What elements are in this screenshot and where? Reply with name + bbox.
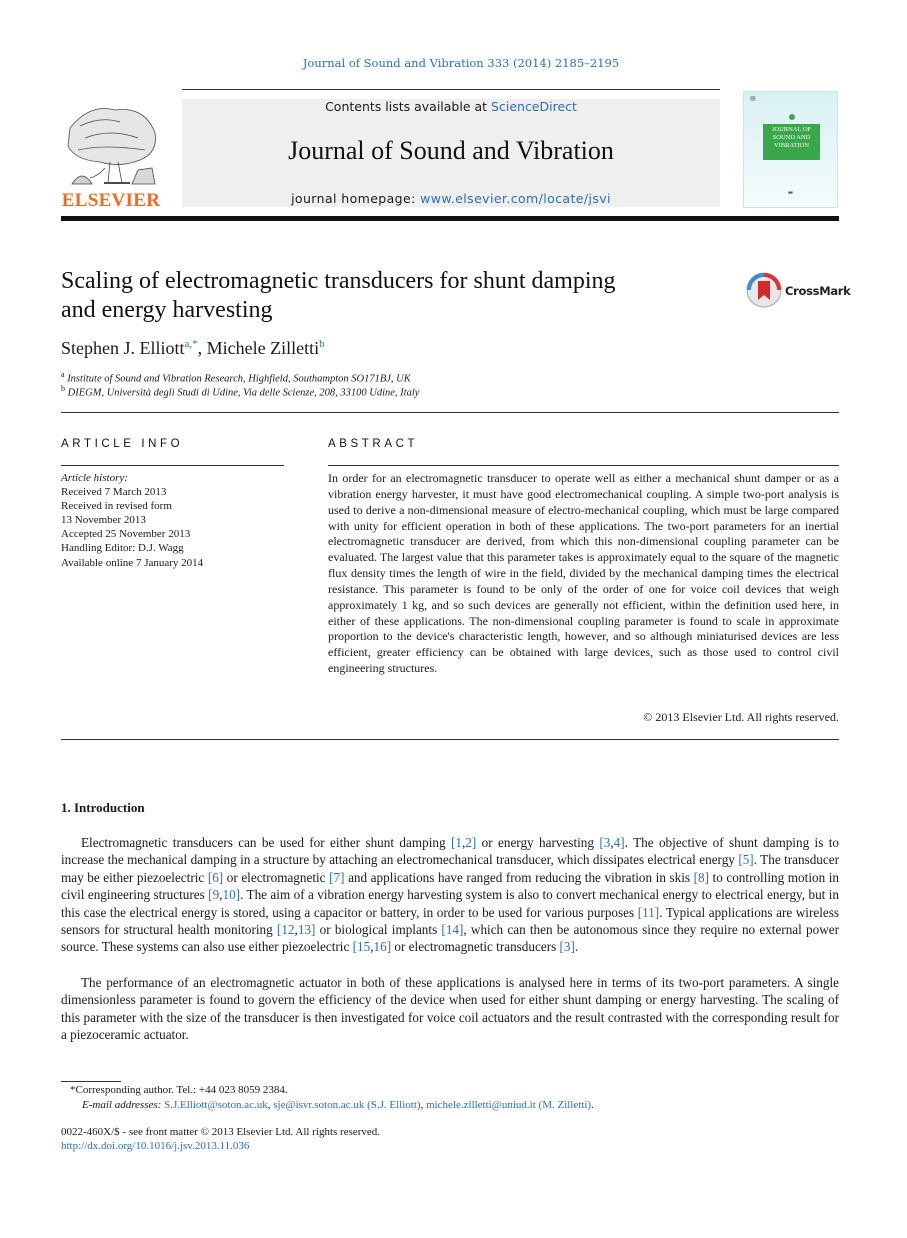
corresponding-text: Corresponding author. Tel.: +44 023 8059 2384. xyxy=(75,1084,288,1096)
article-title xyxy=(61,267,721,325)
homepage-prefix: journal homepage: xyxy=(291,191,421,206)
homepage-line xyxy=(182,191,720,206)
citation-ref[interactable]: [6] xyxy=(207,869,224,885)
contents-prefix: Contents lists available at xyxy=(325,99,492,114)
corresponding-mark: * xyxy=(70,1084,76,1096)
title-line-1: Scaling of electromagnetic transducers for shunt damping xyxy=(61,268,616,294)
sciencedirect-link[interactable]: ScienceDirect xyxy=(491,99,577,114)
paragraph-text: , which can then be autonomous since they require no external power source. These systems can also use either piezoelectric xyxy=(61,922,839,955)
citation-ref[interactable]: [3] xyxy=(559,939,575,955)
cover-corner-mark: ▦ xyxy=(750,95,756,102)
history-accepted: Accepted 25 November 2013 xyxy=(61,528,191,541)
citation-ref[interactable]: [9 xyxy=(208,887,220,903)
corresponding-author-note xyxy=(70,1084,288,1096)
history-label: Article history: xyxy=(61,472,128,484)
abstract-copyright: © 2013 Elsevier Ltd. All rights reserved. xyxy=(643,710,839,724)
masthead-top-rule xyxy=(182,89,720,90)
homepage-link[interactable]: www.elsevier.com/locate/jsvi xyxy=(420,191,611,206)
citation-ref[interactable]: [12 xyxy=(276,922,295,938)
citation-ref[interactable]: 4] xyxy=(613,835,625,850)
introduction-heading: 1. Introduction xyxy=(61,800,145,815)
abstract-bottom-rule xyxy=(61,739,839,740)
paragraph-text: , xyxy=(294,922,298,938)
email-sep-2: , xyxy=(420,1099,427,1111)
paragraph-text: . xyxy=(574,939,579,955)
history-online: Available online 7 January 2014 xyxy=(61,556,204,569)
paragraph-text: . The transducer may be either piezoelectric xyxy=(61,852,840,885)
paragraph-text: Electromagnetic transducers can be used for either shunt damping xyxy=(81,835,451,850)
cover-publisher-mark: ▬ xyxy=(787,190,794,196)
paragraph-text: . The objective of shunt damping is to increase the mechanical damping in a structure by attaching an electromechanical transducer, which dissipates electrical energy xyxy=(61,835,839,868)
email-link-2[interactable]: sje@isvr.soton.ac.uk (S.J. Elliott) xyxy=(273,1099,421,1111)
crossmark-icon[interactable] xyxy=(746,272,782,308)
paragraph-text: , xyxy=(610,835,614,850)
footnote-rule xyxy=(61,1081,121,1082)
paragraph-text: to controlling motion in civil engineering structures xyxy=(61,869,839,903)
journal-name: Journal of Sound and Vibration xyxy=(288,136,614,165)
history-received: Received 7 March 2013 xyxy=(61,486,167,499)
history-revised-date: 13 November 2013 xyxy=(61,514,146,527)
email-link-3[interactable]: michele.zilletti@uniud.it (M. Zilletti) xyxy=(426,1099,592,1111)
crossmark-label[interactable]: CrossMark xyxy=(785,284,851,298)
citation-ref[interactable]: [3 xyxy=(599,835,611,850)
paragraph-text: and applications have ranged from reducing the vibration in skis xyxy=(344,869,694,885)
email-end: . xyxy=(591,1099,594,1111)
introduction-paragraph-2: The performance of an electromagnetic actuator in both of these applications is analysed here in terms of its two-port parameters. A single dimensionless parameter is found to govern the efficiency of the device when used for either shunt damping or energy harvesting. The scaling of this parameter with the size of the transducer is then investigated for voice coil actuators and the result contrasted with the corresponding result for a piezoceramic actuator. xyxy=(61,975,839,1043)
affiliation-b xyxy=(61,384,419,399)
article-info-heading: ARTICLE INFO xyxy=(61,438,184,450)
paragraph-text: . The aim of a vibration energy harvesting system is also to convert mechanical energy to electrical energy, but in this case the electrical energy is stored, using a capacitor or battery, in order to be used for various purposes xyxy=(61,887,839,920)
abstract-heading: ABSTRACT xyxy=(328,438,419,450)
author-elliott-affil[interactable]: a,* xyxy=(184,338,198,350)
email-sep-1: , xyxy=(267,1099,274,1111)
author-list xyxy=(61,338,325,359)
paragraph-text: or biological implants xyxy=(315,922,442,938)
author-zilletti: Michele Zilletti xyxy=(206,338,320,358)
citation-ref[interactable]: [1 xyxy=(450,835,462,850)
citation-ref[interactable]: 2] xyxy=(465,835,477,850)
paragraph-text: or electromagnetic xyxy=(223,869,330,885)
contents-line xyxy=(182,99,720,114)
affiliation-b-text: DIEGM, Università degli Studi di Udine, Via delle Scienze, 208, 33100 Udine, Italy xyxy=(67,387,420,399)
abstract-text: In order for an electromagnetic transducer to operate well as either a mechanical shunt damper or as a vibration energy harvester, it must have good electromechanical coupling. A simple two-port analysis is used to derive a non-dimensional measure of electro-mechanical coupling, which must be large compared with unity for efficient operation in both of these applications. The two-port parameters for an inertial electromagnetic transducer are derived, from which this non-dimensional coupling parameter can be evaluated. The largest value that this parameter takes is approximately equal to the square of the magnetic flux density times the length of wire in the field, divided by the mechanical damping times the electrical resistance. This parameter is found to be only of the order of one for voice coil devices that weigh approximately 1 kg, and so such devices are generally not efficient, within the definition used here, in either of these applications. The non-dimensional coupling parameter is found to scale in approximate proportion to the device's characteristic length, however, and so although miniaturised devices are less efficient, greater efficiency can be obtained with large devices, such as those used to control civil engineering structures. xyxy=(328,471,839,676)
affiliation-a xyxy=(61,370,411,385)
doi-link[interactable]: http://dx.doi.org/10.1016/j.jsv.2013.11.036 xyxy=(61,1140,250,1152)
paragraph-text: , xyxy=(219,887,223,903)
citation-ref[interactable]: [7] xyxy=(329,869,345,885)
author-separator: , xyxy=(197,338,207,358)
title-line-2: and energy harvesting xyxy=(61,297,273,323)
header-thick-rule xyxy=(61,216,839,221)
issn-line: 0022-460X/$ - see front matter © 2013 Elsevier Ltd. All rights reserved. xyxy=(61,1126,381,1138)
introduction-paragraph-1 xyxy=(61,834,839,956)
history-revised: Received in revised form xyxy=(61,500,172,513)
affiliation-a-text: Institute of Sound and Vibration Research, Highfield, Southampton SO171BJ, UK xyxy=(67,373,411,385)
article-history xyxy=(61,471,301,570)
abstract-rule xyxy=(328,465,839,466)
citation-ref[interactable]: [8] xyxy=(693,869,709,885)
elsevier-wordmark[interactable]: ELSEVIER xyxy=(61,190,161,211)
paragraph-text: or electromagnetic transducers xyxy=(391,939,560,955)
paragraph-text: , xyxy=(370,939,374,955)
citation-ref[interactable]: [11] xyxy=(637,904,660,920)
email-label: E-mail addresses: xyxy=(82,1099,165,1111)
title-bottom-rule xyxy=(61,412,839,413)
affiliation-a-mark: a xyxy=(61,370,65,379)
journal-citation[interactable]: Journal of Sound and Vibration 333 (2014) 2185–2195 xyxy=(302,56,620,70)
citation-ref[interactable]: 16] xyxy=(373,939,392,955)
email-link-1[interactable]: S.J.Elliott@soton.ac.uk xyxy=(164,1099,268,1111)
paragraph-text: or energy harvesting xyxy=(476,835,600,850)
citation-ref[interactable]: [5] xyxy=(738,852,754,868)
email-addresses xyxy=(82,1099,594,1111)
citation-ref[interactable]: 10] xyxy=(222,887,241,903)
citation-ref[interactable]: [15 xyxy=(352,939,371,955)
paragraph-text: , xyxy=(461,835,466,850)
affiliation-b-mark: b xyxy=(61,384,65,393)
author-zilletti-affil[interactable]: b xyxy=(319,338,325,350)
paragraph-text: . Typical applications are wireless sensors for structural health monitoring xyxy=(61,904,840,938)
author-elliott: Stephen J. Elliott xyxy=(61,338,185,358)
cover-dot-icon xyxy=(789,114,795,120)
history-editor: Handling Editor: D.J. Wagg xyxy=(61,542,184,555)
citation-ref[interactable]: [14] xyxy=(441,922,464,938)
cover-title: JOURNAL OF SOUND AND VIBRATION xyxy=(771,126,812,149)
citation-ref[interactable]: 13] xyxy=(297,922,316,938)
article-info-rule xyxy=(61,465,284,466)
